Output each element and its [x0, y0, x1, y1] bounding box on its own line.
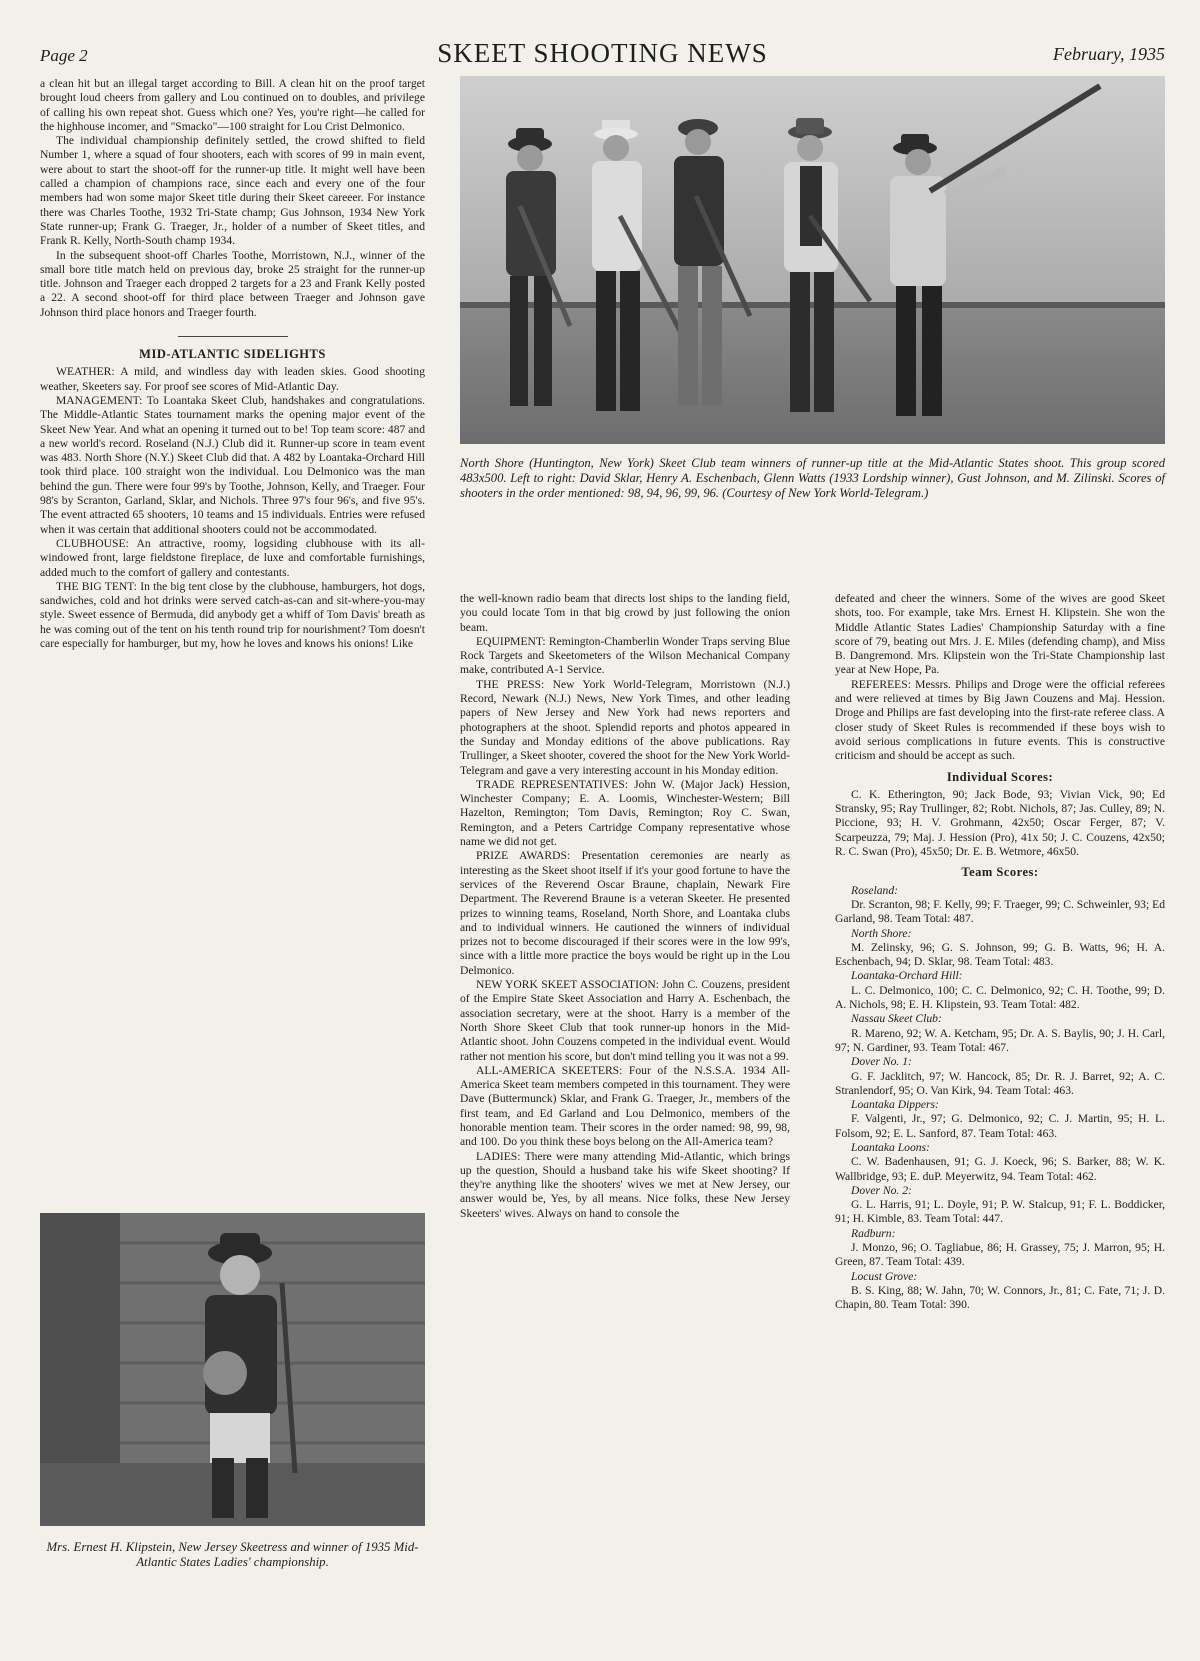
paragraph: WEATHER: A mild, and windless day with leaden skies. Good shooting weather, Skeeters say. For proof see scores of Mid-Atlantic Day.	[40, 365, 425, 393]
section-divider	[178, 336, 288, 337]
team-entry	[835, 1098, 1165, 1141]
paragraph: ALL-AMERICA SKEETERS: Four of the N.S.S.A. 1934 All-America Skeet team members competed in this tournament. They were Dave (Buttermunck) Sklar, and Frank G. Traeger, Jr., members of the first team, and Ed Garland and Lou Delmonico, members of the honorable mention team. Their scores in the order named: 98, 99, 98, and 100. Do you think these boys belong on the All-America team?	[460, 1063, 790, 1149]
team-line: G. F. Jacklitch, 97; W. Hancock, 85; Dr. R. J. Barret, 92; A. C. Stranlendorf, 95; O. Van Kirk, 94. Team Total: 463.	[835, 1069, 1165, 1097]
team-line: G. L. Harris, 91; L. Doyle, 91; P. W. Stalcup, 91; F. L. Boddicker, 91; H. Kimble, 83. Team Total: 447.	[835, 1198, 1165, 1226]
team-line: J. Monzo, 96; O. Tagliabue, 86; H. Grassey, 75; J. Marron, 95; H. Green, 87. Team Total: 439.	[835, 1241, 1165, 1269]
team-line: M. Zelinsky, 96; G. S. Johnson, 99; G. B. Watts, 96; H. A. Eschenbach, 94; D. Sklar, 98. Team Total: 483.	[835, 940, 1165, 969]
team-entry	[835, 1184, 1165, 1227]
team-photo-illustration	[460, 76, 1165, 444]
team-name: Locust Grove:	[851, 1269, 918, 1283]
paragraph: The individual championship definitely settled, the crowd shifted to field Number 1, where a squad of four shooters, each with scores of 99 in main event, were about to start the shoot-off for the runner-up title. It might well have been called a champion of champions race, since each and every one of the four members had won some major Skeet title during their Skeet careeer. For instance there was Charles Toothe, 1932 Tri-State champ; Gus Johnson, 1934 New York State runner-up; Frank G. Traeger, Jr., holder of a number of Skeet titles, and Frank R. Kelly, North-South champ 1934.	[40, 134, 425, 248]
paragraph: In the subsequent shoot-off Charles Toothe, Morristown, N.J., winner of the small bore title match held on previous day, broke 25 straight for the runner-up title. Johnson and Traeger each dropped 2 targets for a 23 and Frank Kelly posted a 22. A second shoot-off for third place between Traeger and Johnson gave Johnson third place honors and Traeger fourth.	[40, 248, 425, 319]
article-column-3	[835, 592, 1165, 1313]
individual-scores-heading: Individual Scores:	[946, 769, 1054, 784]
section-heading: MID-ATLANTIC SIDELIGHTS	[139, 347, 326, 362]
paragraph: EQUIPMENT: Remington-Chamberlin Wonder Traps serving Blue Rock Targets and Skeetometers of the Wilson Mechanical Company make, contributed A-1 Service.	[460, 634, 790, 677]
team-line: B. S. King, 88; W. Jahn, 70; W. Connors, Jr., 81; C. Fate, 71; J. D. Chapin, 80. Team Total: 390.	[835, 1283, 1165, 1312]
paragraph: PRIZE AWARDS: Presentation ceremonies are nearly as interesting as the Skeet shoot itself if it's your good fortune to have the services of the Reverend Oscar Braune, chaplain, Newark Fire Department. The Reverend Braune is a veteran Skeeter. He presented prizes to winning teams, Roseland, North Shore, and Loantaka clubs and to individual winners. He cautioned the winners of individual prizes not to become discouraged if their scores were in the low 99's, since with a little more practice the boys would be right up in the Lou Delmonico.	[460, 849, 790, 977]
team-line: Dr. Scranton, 98; F. Kelly, 99; F. Traeger, 99; C. Schweinler, 93; Ed Garland, 98. Team Total: 487.	[835, 897, 1165, 926]
individual-scores: C. K. Etherington, 90; Jack Bode, 93; Vivian Vick, 90; Ed Stransky, 95; Ray Trullinger, 82; Robt. Nichols, 87; Jas. Culley, 89; N. Piccione, 93; H. V. Grohmann, 42x50; Oscar Ferger, 87; V. Scarpeuzza, 79; Maj. J. Hession (Pro), 41x 50; J. C. Couzens, 42x50; R. C. Swan (Pro), 45x50; Dr. E. B. Wetmore, 46x50.	[835, 787, 1165, 859]
team-entry	[835, 1055, 1165, 1098]
team-line: F. Valgenti, Jr., 97; G. Delmonico, 92; C. J. Martin, 95; H. L. Folsom, 92; E. L. Sanford, 87. Team Total: 463.	[835, 1112, 1165, 1140]
team-name: Loantaka Dippers:	[851, 1098, 939, 1112]
team-photo	[460, 76, 1165, 444]
portrait-photo	[40, 1213, 425, 1526]
team-name: Loantaka-Orchard Hill:	[851, 969, 963, 983]
team-entry	[835, 1012, 1165, 1055]
paragraph: LADIES: There were many attending Mid-Atlantic, which brings up the question, Should a husband take his wife Skeet shooting? If they're anything like the shooters' wives we met at New Jersey, our answer would be, Yes, by all means. Nice folks, these New Jersey Skeeters' wives. Always on hand to console the	[460, 1149, 790, 1220]
page-header	[40, 38, 1165, 68]
paragraph: REFEREES: Messrs. Philips and Droge were the official referees and were relieved at times by Big Jawn Couzens and Maj. Hession. Droge and Philips are fast developing into the first-rate referee class. A closer study of Skeet Rules is recommended if these boys wish to avoid serious complications in future events. This is constructive criticism and should be accept as such.	[835, 677, 1165, 763]
team-name: Dover No. 2:	[851, 1183, 912, 1197]
team-name: Loantaka Loons:	[851, 1140, 930, 1154]
paragraph: the well-known radio beam that directs lost ships to the landing field, you could locate Tom in that big crowd by just following the onion beam.	[460, 592, 790, 634]
paragraph: TRADE REPRESENTATIVES: John W. (Major Jack) Hession, Winchester Company; E. A. Loomis, Winchester-Western; Bill Hazelton, Remington; Tom Davis, Remington; Roy C. Swan, Remington, and a Peters Cartridge Company representative whose name we did not get.	[460, 777, 790, 849]
team-line: L. C. Delmonico, 100; C. C. Delmonico, 92; C. H. Toothe, 99; D. A. Nichols, 98; E. H. Klipstein, 93. Team Total: 482.	[835, 983, 1165, 1012]
team-line: R. Mareno, 92; W. A. Ketcham, 95; Dr. A. S. Baylis, 90; J. H. Carl, 97; N. Gardiner, 93. Team Total: 467.	[835, 1026, 1165, 1054]
team-entry	[835, 927, 1165, 970]
paragraph: NEW YORK SKEET ASSOCIATION: John C. Couzens, president of the Empire State Skeet Association and Harry A. Eschenbach, the association secretary, were at the shoot. Harry is a member of the North Shore Skeet Club that took runner-up honors in the Mid-Atlantic shoot. John Couzens competed in the individual event. Would rather not mention his score, but don't mind telling you it was not a 99.	[460, 978, 790, 1063]
team-entry	[835, 1227, 1165, 1270]
team-entry	[835, 969, 1165, 1012]
paragraph: MANAGEMENT: To Loantaka Skeet Club, handshakes and congratulations. The Middle-Atlantic States tournament marks the opening major event of the Skeet New Year. And what an opening it turned out to be! Top team score: 487 and a new world's record. Roseland (N.J.) Club did it. Runner-up score in team event was 483. North Shore (N.Y.) Skeet Club did that. A 482 by Loantaka-Orchard Hill took third place. 100 straight won the individual. Lou Delmonico was the man behind the gun. There were four 99's by Toothe, Johnson, Kelly, and Traeger. Four 98's by Scranton, Garland, Sklar, and Nichols. Three 97's four 96's, and five 95's. The event attracted 65 shooters, 10 teams and 15 individuals. Entries were refused when it was certain that additional shooters could not be accommodated.	[40, 393, 425, 536]
team-entry	[835, 1141, 1165, 1184]
paragraph: a clean hit but an illegal target according to Bill. A clean hit on the proof target brought loud cheers from gallery and Lou continued on to doubles, and privilege of calling his own repeat shot. Guess which one? Yes, you're right—he called for the highhouse incomer, and "Smacko"—100 straight for Lou Crist Delmonico.	[40, 77, 425, 133]
paragraph: defeated and cheer the winners. Some of the wives are good Skeet shots, too. For example, take Mrs. Ernest H. Klipstein. She won the Middle Atlantic States Ladies' Championship Saturday with a fine score of 79, beating out Mrs. J. E. Miles (defending champ), and Miss B. Dangremond. Mrs. Klipstein won the Tri-State Championship last year at New Hope, Pa.	[835, 592, 1165, 677]
team-scores-heading: Team Scores:	[961, 865, 1039, 880]
team-name: Dover No. 1:	[851, 1055, 912, 1069]
team-entry	[835, 1270, 1165, 1313]
team-scores-list	[835, 884, 1165, 1313]
portrait-photo-caption: Mrs. Ernest H. Klipstein, New Jersey Skeetress and winner of 1935 Mid-Atlantic States Ladies' championship.	[46, 1540, 419, 1569]
team-photo-caption: North Shore (Huntington, New York) Skeet Club team winners of runner-up title at the Mid-Atlantic States shoot. This group scored 483x500. Left to right: David Sklar, Henry A. Eschenbach, Glenn Watts (1933 Lordship winner), Gust Johnson, and M. Zilinski. Scores of shooters in the order mentioned: 98, 94, 96, 99, 96. (Courtesy of New York World-Telegram.)	[460, 456, 1165, 500]
masthead-title: SKEET SHOOTING NEWS	[437, 38, 768, 68]
article-column-1	[40, 77, 425, 651]
team-entry	[835, 884, 1165, 927]
team-name: Roseland:	[851, 883, 899, 897]
paragraph: THE PRESS: New York World-Telegram, Morristown (N.J.) Record, Newark (N.J.) News, New York Times, and other leading papers of New Jersey and New York had news reporters and photographers at the shoot. Splendid reports and photos appeared in the Sunday and Monday editions of the above publications. Ray Trullinger, a Skeet shooter, covered the shoot for the New York World-Telegram and gave a very interesting account in his Monday edition.	[460, 677, 790, 777]
article-column-2	[460, 592, 790, 1221]
page-number: Page 2	[40, 46, 88, 65]
team-name: Radburn:	[851, 1226, 896, 1240]
team-line: C. W. Badenhausen, 91; G. J. Koeck, 96; S. Barker, 88; W. K. Wallbridge, 93; E. duP. Meyerwitz, 94. Team Total: 462.	[835, 1155, 1165, 1183]
paragraph: CLUBHOUSE: An attractive, roomy, logsiding clubhouse with its all-windowed front, large fieldstone fireplace, de luxe and comfortable furnishings, added much to the comfort of gallery and contestants.	[40, 536, 425, 579]
portrait-photo-illustration	[40, 1213, 425, 1526]
team-name: North Shore:	[851, 926, 912, 940]
team-name: Nassau Skeet Club:	[851, 1012, 942, 1026]
paragraph: THE BIG TENT: In the big tent close by the clubhouse, hamburgers, hot dogs, sandwiches, cold and hot drinks were served catch-as-can and sit-where-you-may style. Sweet essence of Bermuda, did anybody get a whiff of Tom Davis' breath as he was coming out of the tent on his tenth round trip for nourishment? Tom doesn't care especially for hamburger, but my, how he loves and knows his onions! Like	[40, 579, 425, 650]
issue-date: February, 1935	[1053, 44, 1165, 64]
